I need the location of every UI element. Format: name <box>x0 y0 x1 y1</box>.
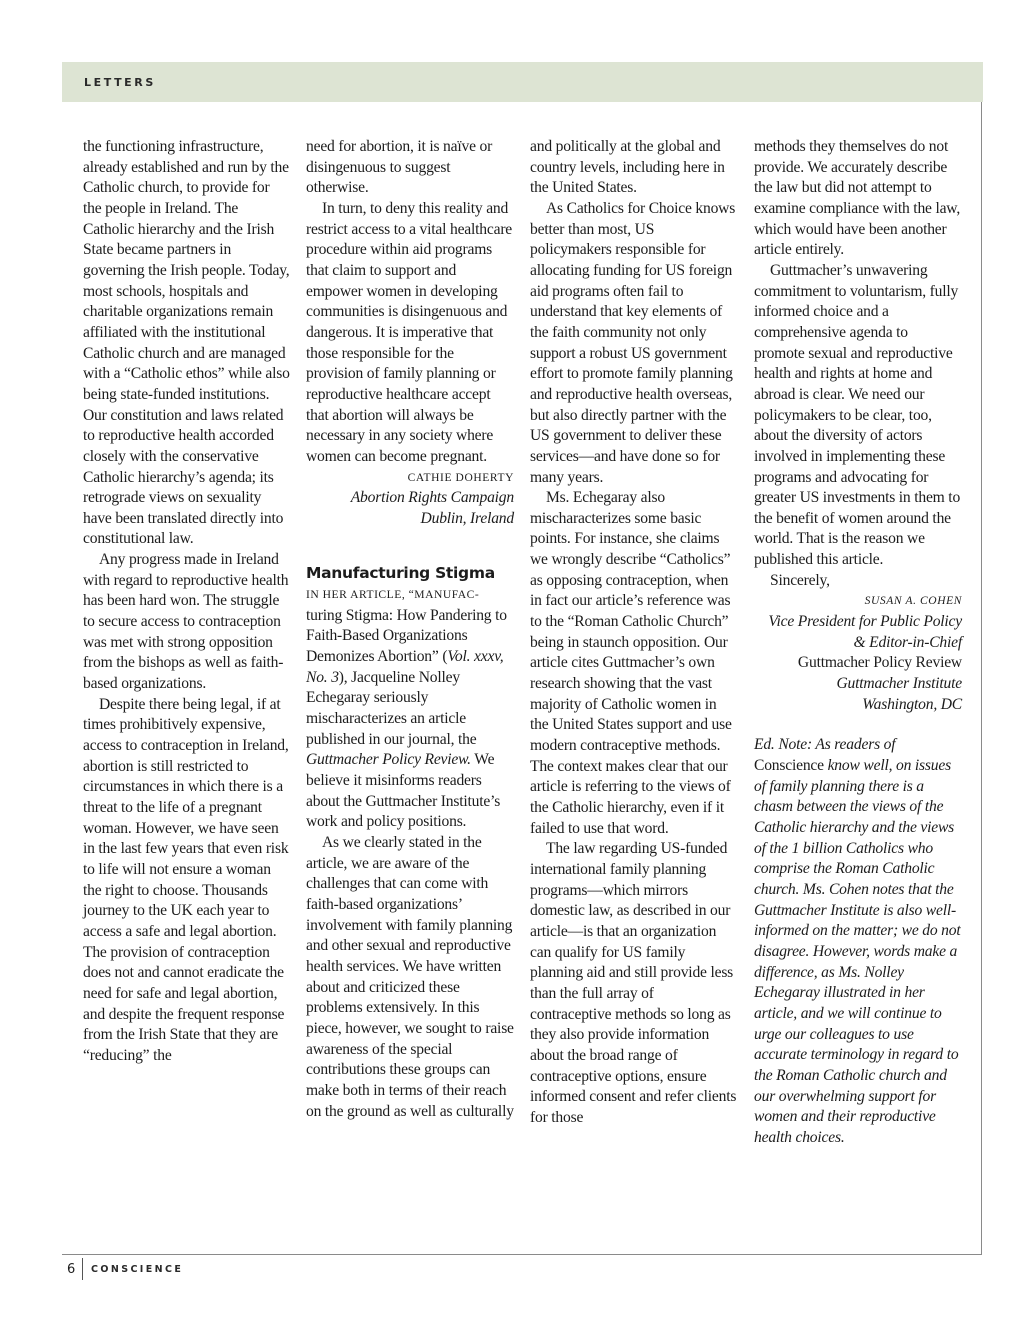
letter1-signature-location: Dublin, Ireland <box>420 509 514 527</box>
editor-note-text-b: know well, on issues of family planning there is a chasm between the views of the Catholic hierarchy and the views of the 1 billion Catholics who comprise the Roman Catholic church. Ms. Cohen notes that the Guttmacher Institute is also well-informed on the matter; we do not disagree. However, words make a difference, as Ms. Nolley Echegaray illustrated in her article, and we will continue to urge our colleagues to use accurate terminology in regard to the Roman Catholic church and our overwhelming support for women and their reproductive health choices. <box>754 757 961 1146</box>
letter1-paragraph-3: Despite there being legal, if at times prohibitively expensive, access to contraception in Ireland, abortion is still restricted to circumstances in which there is a threat to the life of a pregnant woman. However, we have seen in the last few years that even risk to life will not ensure a woman the right to choose. Thousands journey to the UK each year to access a safe and legal abortion. The provision of contraception does not and cannot eradicate the need for safe and legal abortion, and despite the frequent response from the Irish State that they are “reducing” the <box>83 695 289 1064</box>
column-3 <box>530 137 738 1129</box>
column-4 <box>754 137 962 1149</box>
letter1-signature-org: Abortion Rights Campaign <box>350 489 514 507</box>
letter1-signature-name: CATHIE DOHERTY <box>407 471 514 484</box>
letter2-lead-caps: IN HER ARTICLE, “MANUFAC- <box>306 588 480 602</box>
magazine-name: CONSCIENCE <box>91 1264 184 1275</box>
letter2-signature-title-1: Vice President for Public Policy <box>768 613 962 631</box>
letter2-paragraph-8: Guttmacher’s unwavering commitment to voluntarism, fully informed choice and a comprehensive agenda to promote sexual and reproductive health and rights at home and abroad is clear. We need our policymakers to be clear, too, about the diversity of actors involved in implementing these programs and advocating for greater US investments in them to the benefit of women around the world. That is the reason we published this article. <box>754 261 961 569</box>
page-number: 6 <box>67 1262 76 1277</box>
editor-note-magazine: Conscience <box>754 757 824 775</box>
letter2-signature-name: SUSAN A. COHEN <box>864 595 962 608</box>
footer-divider <box>82 1258 83 1280</box>
letter2-journal-title: Guttmacher Policy Review. <box>306 751 471 769</box>
letter2-paragraph-1 <box>306 584 514 833</box>
letter2-paragraph-2: As we clearly stated in the article, we are aware of the challenges that can come with faith-based organizations’ involvement with family planning and other sexual and reproductive health services. We have written about and criticized these problems extensively. In this piece, however, we sought to raise awareness of the special contributions these groups can make both in terms of their reach on the ground as well as culturally <box>306 834 514 1120</box>
letter2-paragraph-3: and politically at the global and country levels, including here in the United States. <box>530 138 725 197</box>
section-header-band <box>62 62 983 102</box>
letter2-signature-title-2: & Editor-in-Chief <box>853 633 962 651</box>
letter2-p1-text-c: We believe it misinforms readers about the Guttmacher Institute’s work and policy positions. <box>306 751 501 831</box>
letter1-paragraph-2: Any progress made in Ireland with regard to reproductive health has been hard won. The struggle to secure access to contraception was met with strong opposition from the bishops as well as faith-based organizations. <box>83 551 289 693</box>
letter2-headline: Manufacturing Stigma <box>306 564 495 583</box>
section-label: LETTERS <box>84 76 156 89</box>
column-2 <box>306 137 514 1122</box>
letter2-signature-location: Washington, DC <box>862 695 962 713</box>
letter2-paragraph-5: Ms. Echegaray also mischaracterizes some basic points. For instance, she claims we wrongly describe “Catholics” as opposing contraception, when in fact our article’s reference was to the “Roman Catholic Church” being in staunch opposition. Our article cites Guttmacher’s own research showing that the vast majority of Catholic women in the United States support and use modern contraceptive methods. The context makes clear that our article is referring to the views of the Catholic hierarchy, even if it failed to use that word. <box>530 489 732 837</box>
column-1 <box>83 137 291 1067</box>
letter2-paragraph-6: The law regarding US-funded international family planning programs—which mirrors domestic law, as described in our article—is that an organization can qualify for US family planning aid and still provide less than the full array of contraceptive methods so long as they also provide information about the broad range of contraceptive options, ensure informed consent and refer clients for those <box>530 840 737 1126</box>
letter2-p1-text-b: ), Jacqueline Nolley Echegaray seriously mischaracterizes an article published in our journal, the <box>306 668 477 748</box>
letter2-citation: Vol. xxxv, No. 3 <box>306 648 504 686</box>
editor-note <box>754 735 962 1148</box>
letter2-paragraph-7: methods they themselves do not provide. We accurately describe the law but did not attempt to examine compliance with the law, which would have been another article entirely. <box>754 138 961 259</box>
letter1-paragraph-1: the functioning infrastructure, already established and run by the Catholic church, to provide for the people in Ireland. The Catholic hierarchy and the Irish State became partners in governing the Irish people. Today, most schools, hospitals and charitable organizations remain affiliated with the institutional Catholic church and are managed with a “Catholic ethos” while also being state-funded institutions. Our constitution and laws related to reproductive health accorded closely with the conservative Catholic hierarchy’s agenda; its retrograde views on sexuality have been translated directly into constitutional law. <box>83 138 290 548</box>
letter1-paragraph-5: In turn, to deny this reality and restrict access to a vital healthcare procedure within aid programs that claim to support and empower women in developing communities is disingenuous and dangerous. It is imperative that those responsible for the provision of family planning or reproductive healthcare accept that abortion will always be necessary in any society where women can become pregnant. <box>306 199 513 465</box>
letter2-p1-text-a: turing Stigma: How Pandering to Faith-Based Organizations Demonizes Abortion” ( <box>306 606 507 666</box>
letter2-paragraph-4: As Catholics for Choice knows better than most, US policymakers responsible for allocating funding for US foreign aid programs often fail to understand that key elements of the faith community not only support a robust US government effort to promote family planning and reproductive health overseas, but also directly partner with the US government to deliver these services—and have done so for many years. <box>530 199 736 486</box>
editor-note-text-a: Ed. Note: As readers of <box>754 736 896 754</box>
letter1-paragraph-4: need for abortion, it is naïve or disingenuous to suggest otherwise. <box>306 138 493 197</box>
letter2-signature-org: Guttmacher Institute <box>836 675 962 693</box>
letter2-signature-publication: Guttmacher Policy Review <box>797 654 962 672</box>
letter2-closing: Sincerely, <box>770 571 830 589</box>
